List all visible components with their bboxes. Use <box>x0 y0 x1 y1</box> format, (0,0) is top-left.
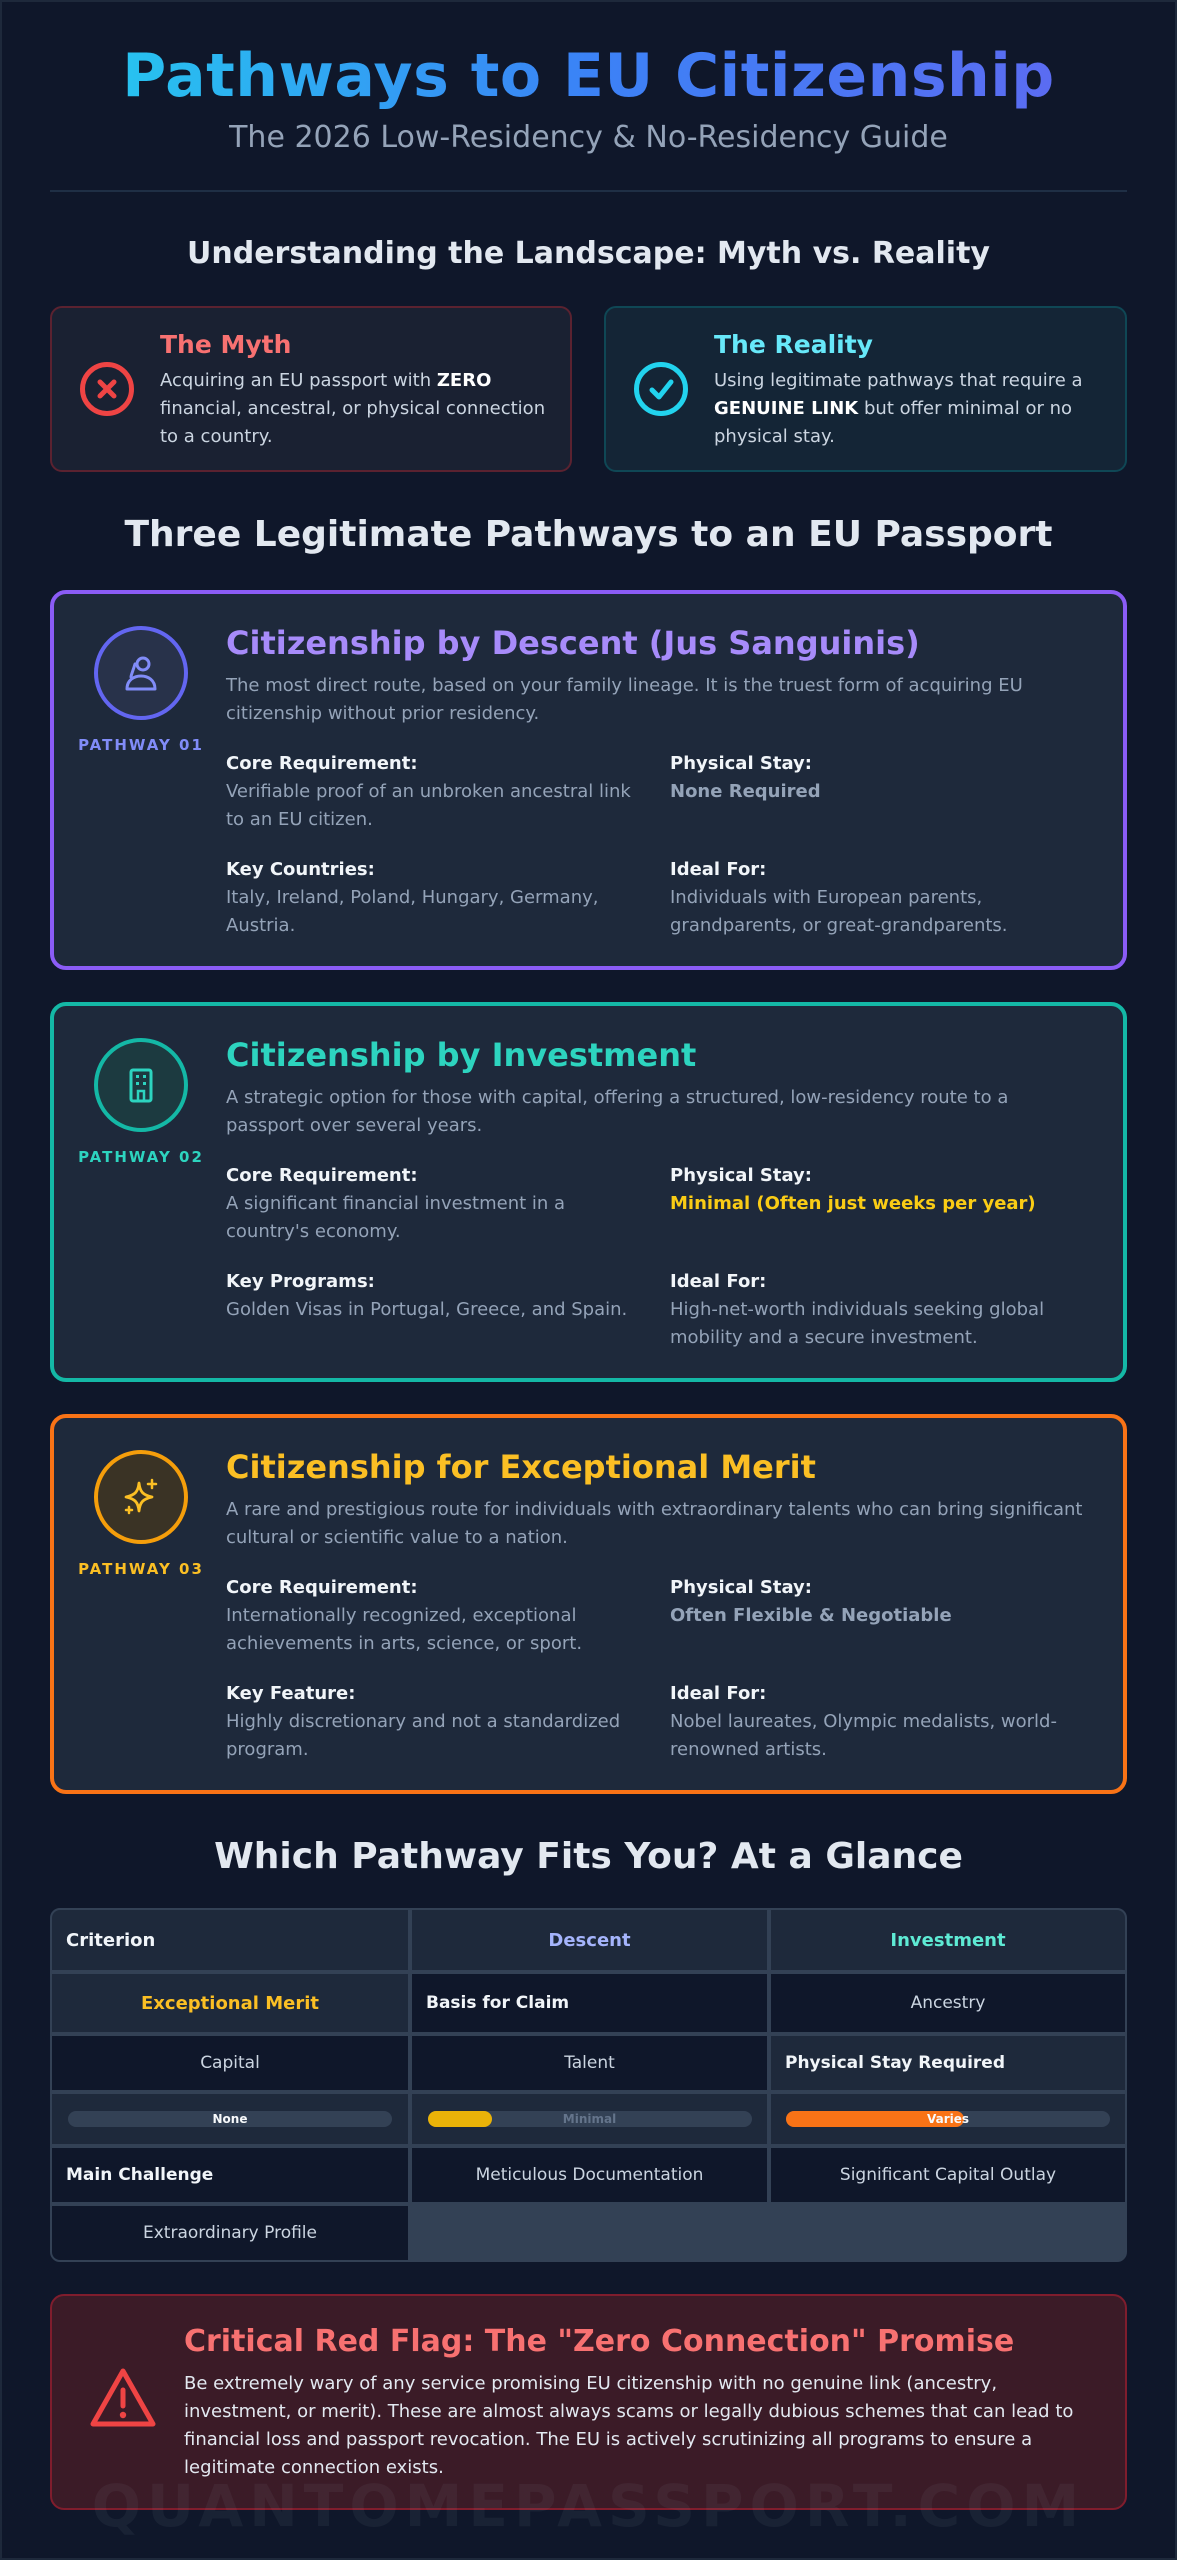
table-cell <box>412 2094 767 2144</box>
table-cell: Talent <box>412 2036 767 2090</box>
ideal-for: Ideal For: Individuals with European parents, grandparents, or great-grandparents. <box>670 859 1008 936</box>
page-header <box>0 40 1177 158</box>
table-cell: Capital <box>52 2036 408 2090</box>
table-cell: Basis for Claim <box>412 1974 767 2032</box>
check-circle-icon <box>634 362 688 416</box>
pathway-card-descent <box>50 590 1127 970</box>
stay-bar: None <box>68 2111 392 2127</box>
red-flag-text: Be extremely wary of any service promising EU citizenship with no genuine link (ancestry, investment, or merit). These are almost always scams or legally dubious schemes that can lead to financial loss and passport revocation. The EU is actively scrutinizing all programs to ensure a legitimate connection exists. <box>184 2373 1074 2478</box>
physical-stay: Physical Stay: Often Flexible & Negotiable <box>670 1577 952 1626</box>
table-cell: Ancestry <box>771 1974 1125 2032</box>
pathway-title: Citizenship by Investment <box>226 1036 697 1074</box>
table-cell: Significant Capital Outlay <box>771 2148 1125 2202</box>
myth-title: The Myth <box>160 330 292 359</box>
pathway-description: The most direct route, based on your family lineage. It is the truest form of acquiring EU citizenship without prior residency. <box>226 675 1023 724</box>
pathway-label: PATHWAY 03 <box>78 1560 204 1578</box>
person-icon <box>94 626 188 720</box>
header-divider <box>50 190 1127 192</box>
pathway-label: PATHWAY 01 <box>78 736 204 754</box>
table-cell <box>52 2094 408 2144</box>
pathway-title: Citizenship for Exceptional Merit <box>226 1448 816 1486</box>
physical-stay: Physical Stay: Minimal (Often just weeks per year) <box>670 1165 1036 1214</box>
comparison-title: Which Pathway Fits You? At a Glance <box>214 1836 963 1877</box>
page-title: Pathways to EU Citizenship <box>0 40 1177 112</box>
stay-bar: Minimal <box>428 2111 752 2127</box>
table-cell: Investment <box>771 1910 1125 1970</box>
table-cell: Extraordinary Profile <box>52 2206 408 2260</box>
warning-icon <box>88 2366 158 2434</box>
key-feature: Key Feature: Highly discretionary and not a standardized program. <box>226 1683 621 1760</box>
watermark: QUANTOMEPASSPORT.COM <box>91 2472 1086 2540</box>
pathway-card-merit <box>50 1414 1127 1794</box>
pathways-title: Three Legitimate Pathways to an EU Passport <box>124 514 1053 555</box>
pathway-description: A rare and prestigious route for individuals with extraordinary talents who can bring significant cultural or scientific value to a nation. <box>226 1499 1083 1548</box>
table-cell: Physical Stay Required <box>771 2036 1125 2090</box>
reality-text: Using legitimate pathways that require a GENUINE LINK but offer minimal or no physical stay. <box>714 370 1083 447</box>
key-countries: Key Countries: Italy, Ireland, Poland, Hungary, Germany, Austria. <box>226 859 599 936</box>
pathway-title: Citizenship by Descent (Jus Sanguinis) <box>226 624 920 662</box>
building-icon <box>94 1038 188 1132</box>
page-subtitle: The 2026 Low-Residency & No-Residency Guide <box>229 120 948 155</box>
landscape-title: Understanding the Landscape: Myth vs. Reality <box>187 236 990 271</box>
key-programs: Key Programs: Golden Visas in Portugal, Greece, and Spain. <box>226 1271 628 1320</box>
sparkle-icon <box>94 1450 188 1544</box>
comparison-table <box>50 1908 1127 2262</box>
myth-text: Acquiring an EU passport with ZERO financial, ancestral, or physical connection to a country. <box>160 370 546 447</box>
ideal-for: Ideal For: High-net-worth individuals seeking global mobility and a secure investment. <box>670 1271 1045 1348</box>
red-flag-title: Critical Red Flag: The "Zero Connection" Promise <box>184 2324 1015 2359</box>
table-cell: Main Challenge <box>52 2148 408 2202</box>
reality-card <box>604 306 1127 472</box>
x-circle-icon <box>80 362 134 416</box>
physical-stay: Physical Stay: None Required <box>670 753 821 802</box>
stay-bar: Varies <box>786 2111 1110 2127</box>
pathway-card-investment <box>50 1002 1127 1382</box>
table-cell: Meticulous Documentation <box>412 2148 767 2202</box>
ideal-for: Ideal For: Nobel laureates, Olympic medalists, world-renowned artists. <box>670 1683 1057 1760</box>
reality-title: The Reality <box>714 330 873 359</box>
core-requirement: Core Requirement: A significant financial investment in a country's economy. <box>226 1165 566 1242</box>
table-cell: Descent <box>412 1910 767 1970</box>
pathway-description: A strategic option for those with capital, offering a structured, low-residency route to a passport over several years. <box>226 1087 1009 1136</box>
table-cell: Exceptional Merit <box>52 1974 408 2032</box>
core-requirement: Core Requirement: Internationally recognized, exceptional achievements in arts, science, or sport. <box>226 1577 583 1654</box>
pathway-label: PATHWAY 02 <box>78 1148 204 1166</box>
core-requirement: Core Requirement: Verifiable proof of an unbroken ancestral link to an EU citizen. <box>226 753 631 830</box>
table-cell: Criterion <box>52 1910 408 1970</box>
table-cell <box>771 2094 1125 2144</box>
myth-card <box>50 306 572 472</box>
